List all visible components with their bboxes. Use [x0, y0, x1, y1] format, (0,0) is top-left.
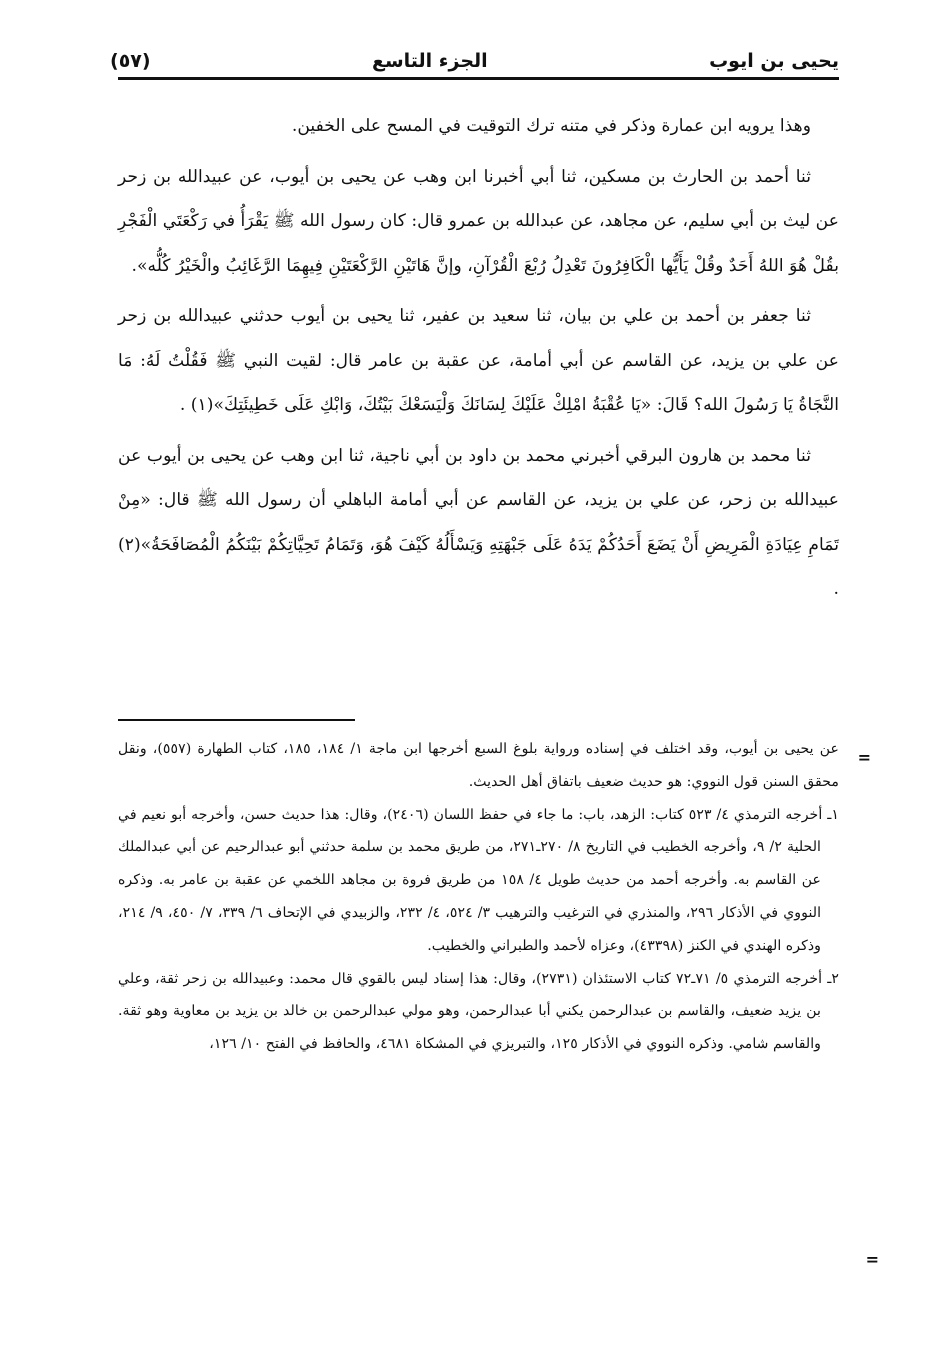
continuation-mark-top: =	[857, 748, 871, 767]
footnote-2: ٢ـ أخرجه الترمذي ٥/ ٧١ـ٧٢ كتاب الاستئذان (٢٧٣١)، وقال: هذا إسناد ليس بالقوي قال محمد: وعبيدالله بن زحر ثقة، وعلي بن يزيد ضعيف، والقاسم بن عبدالرحمن يكني أبا عبدالرحمن، وهو مولي عبدالرحمن بن خالد بن يزيد بن معاوية وهو ثقة. والقاسم شامي. وذكره النووي في الأذكار ١٢٥، والتبريزي في المشكاة ٤٦٨١، والحافظ في الفتح ١٠/ ١٢٦،	[118, 970, 839, 1053]
continuation-mark-bottom: =	[865, 1250, 879, 1269]
header-section-title: يحيى بن ايوب	[709, 50, 839, 72]
paragraph: ثنا محمد بن هارون البرقي أخبرني محمد بن داود بن أبي ناجية، ثنا ابن وهب عن يحيى بن أيوب عن عبيدالله بن زحر، عن علي بن يزيد، عن القاسم عن أبي أمامة الباهلي أن رسول الله ﷺ قال: «مِنْ تَمَامِ عِيَادَةِ الْمَرِيضِ أَنْ يَضَعَ أَحَدُكُمْ يَدَهُ عَلَى جَبْهَتِهِ وَيَسْأَلُهُ كَيْفَ هُوَ، وَتَمَامُ تَحِيَّاتِكُمْ بَيْنَكُمُ الْمُصَافَحَةُ»(٢) .	[118, 445, 839, 599]
header-volume-title: الجزء التاسع	[371, 50, 488, 72]
paragraph: ثنا جعفر بن أحمد بن علي بن بيان، ثنا سعيد بن عفير، ثنا يحيى بن أيوب حدثني عبيدالله بن زحر عن علي بن يزيد، عن القاسم عن أبي أمامة، عن عقبة بن عامر قال: لقيت النبي ﷺ فَقُلْتُ لَهُ: مَا النَّجَاةُ يَا رَسُولَ الله؟ قَالَ: «يَا عُقْبَةُ امْلِكْ عَلَيْكَ لِسَانَكَ وَلْيَسَعْكَ بَيْتُكَ، وَابْكِ عَلَى خَطِيئَتِكَ»(١) .	[118, 306, 839, 415]
footnotes	[118, 733, 839, 1061]
main-text	[118, 104, 839, 618]
page-number: (٥٧)	[110, 50, 151, 72]
footnote-continuation: عن يحيى بن أيوب، وقد اختلف في إسناده ورواية بلوغ السبع أخرجها ابن ماجة ١/ ١٨٤، ١٨٥، كتاب الطهارة (٥٥٧)، ونقل محقق السنن قول النووي: هو حديث ضعيف باتفاق أهل الحديث.	[118, 741, 839, 790]
paragraph: وهذا يرويه ابن عمارة وذكر في متنه ترك التوقيت في المسح على الخفين.	[291, 116, 811, 136]
footnote-1: ١ـ أخرجه الترمذي ٤/ ٥٢٣ كتاب: الزهد، باب: ما جاء في حفظ اللسان (٢٤٠٦)، وقال: هذا حديث حسن، وأخرجه أبو نعيم في الحلية ٢/ ٩، وأخرجه الخطيب في التاريخ ٨/ ٢٧٠ـ٢٧١، من طريق محمد بن سلمة حدثني أبو عبدالرحيم عن أبي عبدالملك عن القاسم به. وأخرجه أحمد من حديث طويل ٤/ ١٥٨ من طريق فروة بن مجاهد اللخمي عن عقبة بن عامر به. وذكره النووي في الأذكار ٢٩٦، والمنذري في الترغيب والترهيب ٣/ ٥٢٤، ٤/ ٢٣٢، والزبيدي في الإتحاف ٦/ ٣٣٩، ٧/ ٤٥٠، ٩/ ٢١٤، وذكره الهندي في الكنز (٤٣٣٩٨)، وعزاه لأحمد والطبراني والخطيب.	[118, 806, 839, 954]
paragraph: ثنا أحمد بن الحارث بن مسكين، ثنا أبي أخبرنا ابن وهب عن يحيى بن أيوب، عن عبيدالله بن زحر عن ليث بن أبي سليم، عن مجاهد، عن عبدالله بن عمرو قال: كان رسول الله ﷺ يَقْرَأُ في رَكْعَتَي الْفَجْرِ بقُلْ هُوَ اللهُ أَحَدٌ وقُلْ يَأَيُّها الْكَافِرُونَ تَعْدِلُ رُبْعَ الْقُرْآنِ، وإنَّ هَاتَيْنِ الرَّكْعَتَيْنِ فِيهِمَا الرَّغَائِبُ والْخَيْرُ كُلُّه».	[118, 166, 839, 276]
header-rule	[118, 77, 839, 80]
page-header	[110, 30, 839, 72]
footnote-separator	[118, 719, 355, 721]
